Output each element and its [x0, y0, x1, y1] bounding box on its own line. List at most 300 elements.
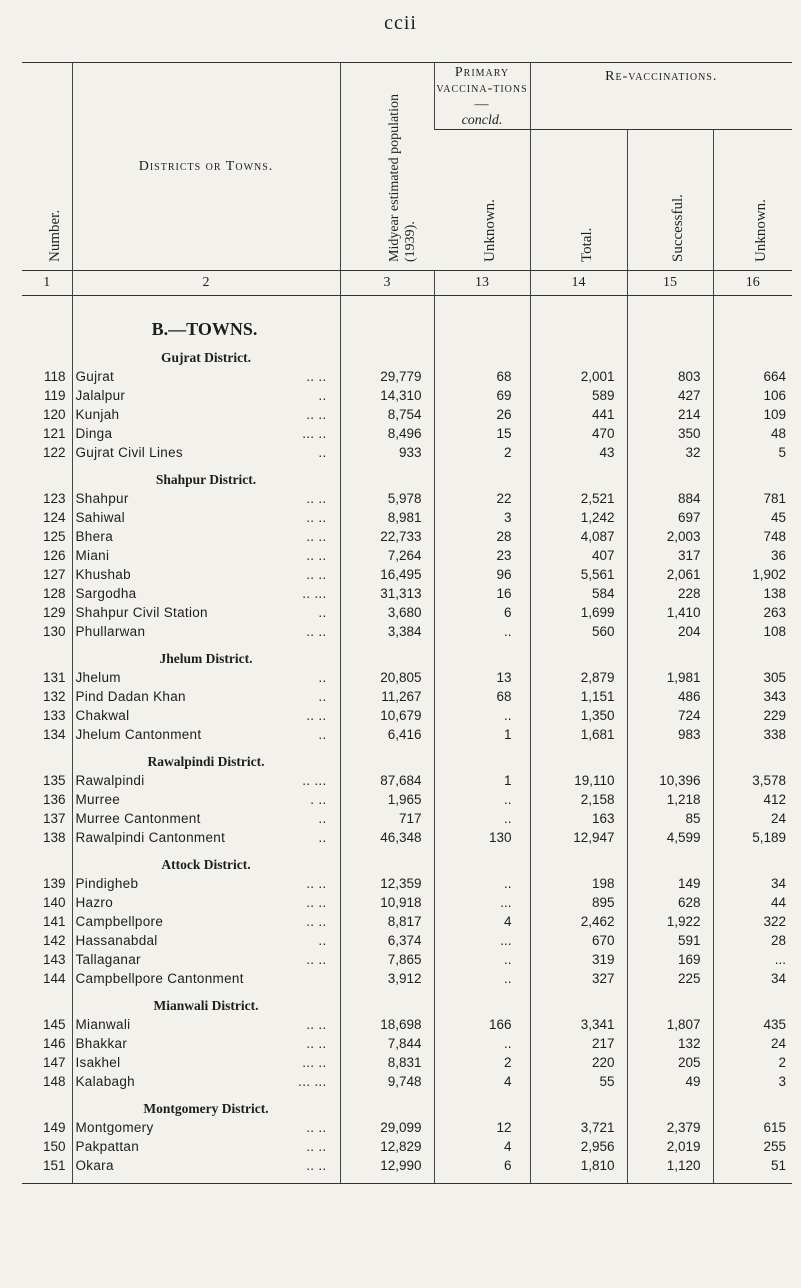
- revacc-successful-cell: 427: [627, 386, 713, 405]
- revacc-unknown-cell: 338: [713, 725, 792, 744]
- town-name: Tallaganar: [75, 952, 141, 967]
- town-cell: [72, 809, 340, 828]
- primary-unknown-cell: 3: [434, 508, 530, 527]
- leader-dots: .. ..: [306, 407, 327, 422]
- row-number: 127: [42, 567, 66, 582]
- primary-unknown-cell: ..: [434, 1034, 530, 1053]
- population-cell: 31,313: [340, 584, 434, 603]
- district-name: Montgomery District.: [72, 1091, 340, 1118]
- revacc-successful-cell: 724: [627, 706, 713, 725]
- revacc-total-cell: 1,699: [530, 603, 627, 622]
- header-total: [530, 130, 627, 271]
- district-heading-row: [22, 744, 792, 771]
- population-cell: 6,374: [340, 931, 434, 950]
- table-bottom-rule: [22, 1175, 792, 1184]
- revacc-successful-cell: 591: [627, 931, 713, 950]
- row-number: 150: [42, 1139, 66, 1154]
- town-cell: [72, 790, 340, 809]
- town-cell: [72, 603, 340, 622]
- revacc-total-cell: 560: [530, 622, 627, 641]
- row-number: 142: [42, 933, 66, 948]
- town-name: Campbellpore Cantonment: [75, 971, 244, 986]
- table-row: [22, 950, 792, 969]
- revacc-total-cell: 4,087: [530, 527, 627, 546]
- revacc-total-cell: 1,151: [530, 687, 627, 706]
- revacc-unknown-cell: 2: [713, 1053, 792, 1072]
- table-row: [22, 527, 792, 546]
- revacc-total-cell: 2,158: [530, 790, 627, 809]
- row-number: 144: [42, 971, 66, 986]
- header-unknown-revacc-label: Unknown.: [752, 199, 769, 262]
- district-name: Jhelum District.: [72, 641, 340, 668]
- table-row: [22, 809, 792, 828]
- town-cell: [72, 687, 340, 706]
- population-cell: 18,698: [340, 1015, 434, 1034]
- revacc-unknown-cell: 412: [713, 790, 792, 809]
- header-districts: Districts or Towns.: [72, 63, 340, 271]
- town-name: Sargodha: [75, 586, 137, 601]
- revacc-unknown-cell: 45: [713, 508, 792, 527]
- row-number: 145: [42, 1017, 66, 1032]
- leader-dots: ..: [318, 830, 327, 845]
- section-title: B.—TOWNS.: [72, 296, 340, 341]
- revacc-successful-cell: 49: [627, 1072, 713, 1091]
- population-cell: 12,990: [340, 1156, 434, 1175]
- town-cell: [72, 565, 340, 584]
- revacc-successful-cell: 2,379: [627, 1118, 713, 1137]
- population-cell: 8,831: [340, 1053, 434, 1072]
- row-number: 122: [42, 445, 66, 460]
- colnum-2: 2: [72, 271, 340, 296]
- revacc-total-cell: 55: [530, 1072, 627, 1091]
- population-cell: 5,978: [340, 489, 434, 508]
- town-name: Shahpur Civil Station: [75, 605, 208, 620]
- row-number: 151: [42, 1158, 66, 1173]
- primary-unknown-cell: ..: [434, 950, 530, 969]
- primary-unknown-cell: 26: [434, 405, 530, 424]
- leader-dots: .. ..: [306, 1120, 327, 1135]
- town-cell: [72, 668, 340, 687]
- row-number: 141: [42, 914, 66, 929]
- primary-unknown-cell: 16: [434, 584, 530, 603]
- population-cell: 10,918: [340, 893, 434, 912]
- primary-unknown-cell: 2: [434, 1053, 530, 1072]
- revacc-successful-cell: 132: [627, 1034, 713, 1053]
- page-number: ccii: [384, 12, 417, 34]
- table-row: [22, 893, 792, 912]
- leader-dots: ..: [318, 933, 327, 948]
- revacc-unknown-cell: 229: [713, 706, 792, 725]
- table-row: [22, 771, 792, 790]
- table-row: [22, 790, 792, 809]
- revacc-unknown-cell: 615: [713, 1118, 792, 1137]
- revacc-unknown-cell: 36: [713, 546, 792, 565]
- revacc-successful-cell: 214: [627, 405, 713, 424]
- town-cell: [72, 424, 340, 443]
- row-number: 121: [42, 426, 66, 441]
- town-cell: [72, 367, 340, 386]
- revacc-unknown-cell: 34: [713, 969, 792, 988]
- table-row: [22, 931, 792, 950]
- leader-dots: .. ..: [306, 708, 327, 723]
- town-cell: [72, 969, 340, 988]
- population-cell: 3,912: [340, 969, 434, 988]
- town-cell: [72, 771, 340, 790]
- population-cell: 7,865: [340, 950, 434, 969]
- population-cell: 7,844: [340, 1034, 434, 1053]
- population-cell: 10,679: [340, 706, 434, 725]
- town-name: Rawalpindi Cantonment: [75, 830, 226, 845]
- primary-unknown-cell: 23: [434, 546, 530, 565]
- town-name: Jalalpur: [75, 388, 126, 403]
- primary-unknown-cell: 68: [434, 367, 530, 386]
- town-cell: [72, 508, 340, 527]
- leader-dots: ..: [318, 445, 327, 460]
- colnum-13: 13: [434, 271, 530, 296]
- table-row: [22, 874, 792, 893]
- revacc-successful-cell: 486: [627, 687, 713, 706]
- primary-unknown-cell: 12: [434, 1118, 530, 1137]
- row-number: 133: [42, 708, 66, 723]
- primary-unknown-cell: 22: [434, 489, 530, 508]
- district-heading-row: [22, 1091, 792, 1118]
- revacc-successful-cell: 1,218: [627, 790, 713, 809]
- revacc-total-cell: 584: [530, 584, 627, 603]
- town-name: Mianwali: [75, 1017, 131, 1032]
- primary-unknown-cell: ...: [434, 893, 530, 912]
- table-row: [22, 687, 792, 706]
- row-number: 138: [42, 830, 66, 845]
- revacc-unknown-cell: 5: [713, 443, 792, 462]
- revacc-successful-cell: 4,599: [627, 828, 713, 847]
- revacc-successful-cell: 32: [627, 443, 713, 462]
- district-name: Mianwali District.: [72, 988, 340, 1015]
- table-row: [22, 424, 792, 443]
- town-name: Pindigheb: [75, 876, 139, 891]
- leader-dots: .. ..: [306, 1139, 327, 1154]
- town-cell: [72, 546, 340, 565]
- leader-dots: ..: [318, 727, 327, 742]
- population-cell: 87,684: [340, 771, 434, 790]
- revacc-successful-cell: 884: [627, 489, 713, 508]
- table-row: [22, 546, 792, 565]
- leader-dots: ... ..: [302, 1055, 327, 1070]
- leader-dots: .. ..: [306, 548, 327, 563]
- population-cell: 11,267: [340, 687, 434, 706]
- revacc-unknown-cell: 108: [713, 622, 792, 641]
- table-row: [22, 1137, 792, 1156]
- revacc-total-cell: 319: [530, 950, 627, 969]
- table-row: [22, 668, 792, 687]
- town-name: Phullarwan: [75, 624, 146, 639]
- town-cell: [72, 912, 340, 931]
- town-name: Campbellpore: [75, 914, 164, 929]
- table-row: [22, 489, 792, 508]
- revacc-total-cell: 198: [530, 874, 627, 893]
- row-number: 125: [42, 529, 66, 544]
- leader-dots: ..: [318, 670, 327, 685]
- revacc-total-cell: 2,521: [530, 489, 627, 508]
- primary-unknown-cell: 28: [434, 527, 530, 546]
- town-cell: [72, 386, 340, 405]
- town-cell: [72, 1118, 340, 1137]
- revacc-unknown-cell: 322: [713, 912, 792, 931]
- revacc-unknown-cell: 109: [713, 405, 792, 424]
- primary-unknown-cell: 69: [434, 386, 530, 405]
- town-cell: [72, 828, 340, 847]
- town-name: Montgomery: [75, 1120, 154, 1135]
- district-name: Rawalpindi District.: [72, 744, 340, 771]
- revacc-successful-cell: 697: [627, 508, 713, 527]
- revacc-unknown-cell: 51: [713, 1156, 792, 1175]
- town-name: Dinga: [75, 426, 113, 441]
- row-number: 148: [42, 1074, 66, 1089]
- revacc-total-cell: 3,341: [530, 1015, 627, 1034]
- revacc-successful-cell: 628: [627, 893, 713, 912]
- leader-dots: .. ...: [302, 773, 327, 788]
- revacc-successful-cell: 1,120: [627, 1156, 713, 1175]
- revacc-total-cell: 470: [530, 424, 627, 443]
- revacc-successful-cell: 10,396: [627, 771, 713, 790]
- town-name: Pind Dadan Khan: [75, 689, 186, 704]
- town-cell: [72, 1053, 340, 1072]
- primary-unknown-cell: 130: [434, 828, 530, 847]
- header-primary-title: Primary vaccina-tions—: [436, 65, 528, 112]
- colnum-16: 16: [713, 271, 792, 296]
- revacc-unknown-cell: 5,189: [713, 828, 792, 847]
- leader-dots: ..: [318, 811, 327, 826]
- town-cell: [72, 489, 340, 508]
- colnum-3: 3: [340, 271, 434, 296]
- town-name: Murree Cantonment: [75, 811, 201, 826]
- population-cell: 8,754: [340, 405, 434, 424]
- revacc-unknown-cell: 138: [713, 584, 792, 603]
- population-cell: 29,779: [340, 367, 434, 386]
- town-name: Okara: [75, 1158, 114, 1173]
- revacc-successful-cell: 204: [627, 622, 713, 641]
- revacc-total-cell: 895: [530, 893, 627, 912]
- revacc-successful-cell: 1,410: [627, 603, 713, 622]
- population-cell: 46,348: [340, 828, 434, 847]
- primary-unknown-cell: 4: [434, 912, 530, 931]
- revacc-unknown-cell: 3: [713, 1072, 792, 1091]
- revacc-successful-cell: 2,019: [627, 1137, 713, 1156]
- town-name: Kunjah: [75, 407, 120, 422]
- header-total-label: Total.: [578, 227, 595, 262]
- row-number: 149: [42, 1120, 66, 1135]
- town-name: Pakpattan: [75, 1139, 139, 1154]
- revacc-unknown-cell: 664: [713, 367, 792, 386]
- leader-dots: .. ..: [306, 1017, 327, 1032]
- primary-unknown-cell: 15: [434, 424, 530, 443]
- town-cell: [72, 527, 340, 546]
- primary-unknown-cell: 1: [434, 725, 530, 744]
- primary-unknown-cell: ..: [434, 790, 530, 809]
- primary-unknown-cell: 68: [434, 687, 530, 706]
- population-cell: 16,495: [340, 565, 434, 584]
- leader-dots: ..: [318, 605, 327, 620]
- revacc-successful-cell: 1,922: [627, 912, 713, 931]
- table-row: [22, 603, 792, 622]
- table-row: [22, 969, 792, 988]
- town-cell: [72, 1034, 340, 1053]
- revacc-unknown-cell: 48: [713, 424, 792, 443]
- row-number: 135: [42, 773, 66, 788]
- town-name: Bhakkar: [75, 1036, 128, 1051]
- table-row: [22, 386, 792, 405]
- revacc-total-cell: 43: [530, 443, 627, 462]
- leader-dots: .. ..: [306, 1036, 327, 1051]
- revacc-total-cell: 407: [530, 546, 627, 565]
- revacc-total-cell: 670: [530, 931, 627, 950]
- primary-unknown-cell: 1: [434, 771, 530, 790]
- population-cell: 12,829: [340, 1137, 434, 1156]
- population-cell: 12,359: [340, 874, 434, 893]
- revacc-total-cell: 1,681: [530, 725, 627, 744]
- town-cell: [72, 1015, 340, 1034]
- district-name: Shahpur District.: [72, 462, 340, 489]
- vaccination-table: [22, 62, 792, 1184]
- revacc-total-cell: 2,879: [530, 668, 627, 687]
- revacc-successful-cell: 205: [627, 1053, 713, 1072]
- revacc-successful-cell: 350: [627, 424, 713, 443]
- row-number: 134: [42, 727, 66, 742]
- district-heading-row: [22, 462, 792, 489]
- district-name: Gujrat District.: [72, 340, 340, 367]
- header-number: [22, 63, 72, 271]
- town-name: Rawalpindi: [75, 773, 145, 788]
- row-number: 128: [42, 586, 66, 601]
- revacc-total-cell: 220: [530, 1053, 627, 1072]
- population-cell: 7,264: [340, 546, 434, 565]
- town-cell: [72, 893, 340, 912]
- revacc-total-cell: 589: [530, 386, 627, 405]
- header-revaccinations: Re-vaccinations.: [530, 63, 792, 130]
- table-row: [22, 565, 792, 584]
- revacc-total-cell: 441: [530, 405, 627, 424]
- revacc-successful-cell: 2,003: [627, 527, 713, 546]
- row-number: 136: [42, 792, 66, 807]
- table-row: [22, 912, 792, 931]
- town-name: Jhelum: [75, 670, 121, 685]
- town-cell: [72, 1072, 340, 1091]
- row-number: 130: [42, 624, 66, 639]
- header-unknown-revacc: [713, 130, 792, 271]
- revacc-total-cell: 2,462: [530, 912, 627, 931]
- revacc-unknown-cell: 263: [713, 603, 792, 622]
- row-number: 120: [42, 407, 66, 422]
- leader-dots: .. ..: [306, 369, 327, 384]
- revacc-successful-cell: 983: [627, 725, 713, 744]
- district-heading-row: [22, 847, 792, 874]
- town-name: Shahpur: [75, 491, 129, 506]
- primary-unknown-cell: 2: [434, 443, 530, 462]
- town-name: Murree: [75, 792, 121, 807]
- town-cell: [72, 1137, 340, 1156]
- town-cell: [72, 405, 340, 424]
- revacc-total-cell: 3,721: [530, 1118, 627, 1137]
- revacc-successful-cell: 317: [627, 546, 713, 565]
- town-name: Jhelum Cantonment: [75, 727, 202, 742]
- table-row: [22, 508, 792, 527]
- colnum-14: 14: [530, 271, 627, 296]
- row-number: 123: [42, 491, 66, 506]
- town-name: Khushab: [75, 567, 131, 582]
- town-name: Gujrat: [75, 369, 115, 384]
- primary-unknown-cell: ..: [434, 706, 530, 725]
- town-name: Gujrat Civil Lines: [75, 445, 183, 460]
- town-name: Sahiwal: [75, 510, 125, 525]
- row-number: 131: [42, 670, 66, 685]
- table-row: [22, 725, 792, 744]
- revacc-total-cell: 1,810: [530, 1156, 627, 1175]
- town-cell: [72, 622, 340, 641]
- header-primary-concld: concld.: [461, 113, 503, 128]
- row-number: 137: [42, 811, 66, 826]
- revacc-total-cell: 1,350: [530, 706, 627, 725]
- leader-dots: ... ..: [302, 426, 327, 441]
- population-cell: 29,099: [340, 1118, 434, 1137]
- revacc-unknown-cell: 106: [713, 386, 792, 405]
- population-cell: 3,680: [340, 603, 434, 622]
- row-number: 119: [43, 388, 66, 403]
- table-row: [22, 1156, 792, 1175]
- table-row: [22, 1053, 792, 1072]
- town-cell: [72, 584, 340, 603]
- revacc-total-cell: 2,956: [530, 1137, 627, 1156]
- revacc-unknown-cell: 34: [713, 874, 792, 893]
- table-row: [22, 584, 792, 603]
- row-number: 140: [42, 895, 66, 910]
- revacc-successful-cell: 149: [627, 874, 713, 893]
- header-unknown: [434, 130, 530, 271]
- primary-unknown-cell: 96: [434, 565, 530, 584]
- primary-unknown-cell: ..: [434, 809, 530, 828]
- leader-dots: .. ..: [306, 624, 327, 639]
- revacc-unknown-cell: 1,902: [713, 565, 792, 584]
- population-cell: 14,310: [340, 386, 434, 405]
- leader-dots: . ..: [310, 792, 327, 807]
- table-row: [22, 1015, 792, 1034]
- header-population-label: Midyear estimated population (1939).: [387, 94, 418, 262]
- row-number: 129: [42, 605, 66, 620]
- colnum-15: 15: [627, 271, 713, 296]
- town-cell: [72, 725, 340, 744]
- revacc-unknown-cell: 28: [713, 931, 792, 950]
- table-row: [22, 367, 792, 386]
- revacc-unknown-cell: 305: [713, 668, 792, 687]
- district-name: Attock District.: [72, 847, 340, 874]
- revacc-successful-cell: 2,061: [627, 565, 713, 584]
- revacc-unknown-cell: ...: [713, 950, 792, 969]
- row-number: 132: [42, 689, 66, 704]
- leader-dots: .. ..: [306, 914, 327, 929]
- table-body: [22, 296, 792, 1184]
- primary-unknown-cell: 166: [434, 1015, 530, 1034]
- colnum-1: 1: [22, 271, 72, 296]
- population-cell: 933: [340, 443, 434, 462]
- town-cell: [72, 1156, 340, 1175]
- revacc-total-cell: 5,561: [530, 565, 627, 584]
- revacc-total-cell: 217: [530, 1034, 627, 1053]
- row-number: 118: [43, 369, 66, 384]
- table-row: [22, 1118, 792, 1137]
- leader-dots: .. ..: [306, 1158, 327, 1173]
- town-name: Miani: [75, 548, 110, 563]
- primary-unknown-cell: ...: [434, 931, 530, 950]
- revacc-unknown-cell: 24: [713, 809, 792, 828]
- revacc-total-cell: 1,242: [530, 508, 627, 527]
